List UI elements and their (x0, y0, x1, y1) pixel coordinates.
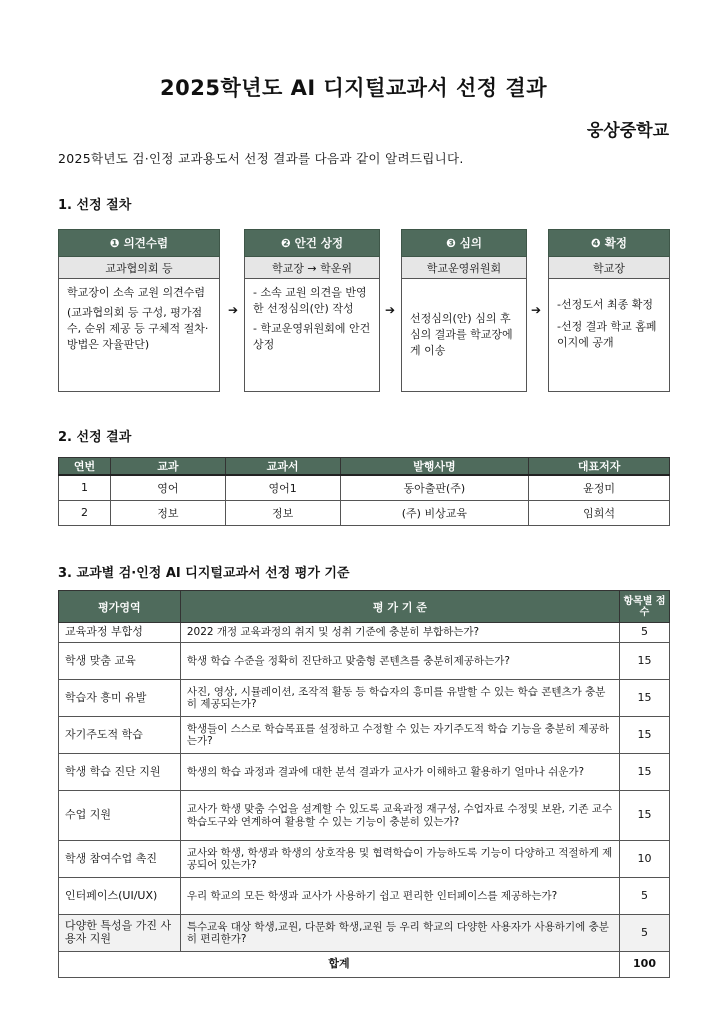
cell-area: 학생 맞춤 교육 (59, 643, 181, 680)
step-3-sub: 학교운영위원회 (401, 257, 527, 279)
cell-publisher: 동아출판(주) (340, 475, 529, 500)
header-publisher: 발행사명 (340, 458, 529, 476)
header-no: 연번 (59, 458, 111, 476)
cell-criteria: 학생의 학습 과정과 결과에 대한 분석 결과가 교사가 이해하고 활용하기 얼마나 쉬운가? (180, 754, 619, 791)
table-row (59, 717, 670, 754)
cell-criteria: 우리 학교의 모든 학생과 교사가 사용하기 쉽고 편리한 인터페이스를 제공하는가? (180, 878, 619, 915)
selection-result-table (58, 457, 670, 526)
total-row (59, 952, 670, 978)
step-4-line-1: -선정도서 최종 확정 (557, 298, 653, 311)
cell-area: 교육과정 부합성 (59, 623, 181, 643)
table-row (59, 475, 670, 500)
header-area: 평가영역 (59, 591, 181, 623)
step-4-head: ❹ 확정 (548, 229, 670, 257)
arrow-icon: ➔ (385, 303, 396, 317)
header-criteria: 평 가 기 준 (180, 591, 619, 623)
cell-score: 15 (620, 791, 670, 841)
step-3-body (401, 279, 527, 392)
cell-author: 윤정미 (529, 475, 670, 500)
step-4-sub: 학교장 (548, 257, 670, 279)
cell-score: 5 (620, 623, 670, 643)
table-header-row (59, 591, 670, 623)
step-4-line-2: -선정 결과 학교 홈페이지에 공개 (557, 319, 657, 349)
cell-score: 10 (620, 841, 670, 878)
table-row (59, 623, 670, 643)
cell-criteria: 교사와 학생, 학생과 학생의 상호작용 및 협력학습이 가능하도록 기능이 다양하고 적절하게 제공되어 있는가? (180, 841, 619, 878)
page-title: 2025학년도 AI 디지털교과서 선정 결과 (160, 76, 547, 100)
cell-subject: 영어 (110, 475, 225, 500)
step-1-line-1: 학교장이 소속 교원 의견수렴 (67, 286, 206, 299)
evaluation-criteria-table (58, 590, 670, 978)
cell-no: 2 (59, 500, 111, 525)
section-1-title: 1. 선정 절차 (58, 198, 132, 213)
step-2-line-1: - 소속 교원 의견을 반영한 선정심의(안) 작성 (253, 286, 367, 315)
cell-criteria: 2022 개정 교육과정의 취지 및 성취 기준에 충분히 부합하는가? (180, 623, 619, 643)
header-subject: 교과 (110, 458, 225, 476)
process-step-4 (548, 229, 670, 392)
process-step-3 (401, 229, 527, 392)
cell-score: 5 (620, 878, 670, 915)
cell-criteria: 특수교육 대상 학생,교원, 다문화 학생,교원 등 우리 학교의 다양한 사용자가 사용하기에 충분히 편리한가? (180, 915, 619, 952)
section-3-title: 3. 교과별 검·인정 AI 디지털교과서 선정 평가 기준 (58, 566, 350, 581)
table-row (59, 791, 670, 841)
header-author: 대표저자 (529, 458, 670, 476)
step-2-head: ❷ 안건 상정 (244, 229, 380, 257)
cell-area: 학습자 흥미 유발 (59, 680, 181, 717)
cell-score: 5 (620, 915, 670, 952)
step-2-sub: 학교장 → 학운위 (244, 257, 380, 279)
section-2-title: 2. 선정 결과 (58, 430, 132, 445)
cell-author: 임희석 (529, 500, 670, 525)
table-row (59, 500, 670, 525)
step-2-line-2: - 학교운영위원회에 안건 상정 (253, 321, 371, 351)
total-label: 합계 (59, 952, 620, 978)
step-4-body (548, 279, 670, 392)
header-textbook: 교과서 (225, 458, 340, 476)
cell-textbook: 정보 (225, 500, 340, 525)
cell-score: 15 (620, 643, 670, 680)
cell-criteria: 학생 학습 수준을 정확히 진단하고 맞춤형 콘텐츠를 충분히제공하는가? (180, 643, 619, 680)
total-value: 100 (620, 952, 670, 978)
table-row (59, 841, 670, 878)
cell-area: 수업 지원 (59, 791, 181, 841)
cell-textbook: 영어1 (225, 475, 340, 500)
cell-area: 학생 참여수업 촉진 (59, 841, 181, 878)
table-row (59, 680, 670, 717)
cell-criteria: 교사가 학생 맞춤 수업을 설계할 수 있도록 교육과정 재구성, 수업자료 수정및 보완, 기존 교수학습도구와 연계하여 활용할 수 있는 기능이 충분히 있는가? (180, 791, 619, 841)
table-row (59, 915, 670, 952)
header-score: 항목별 점수 (620, 591, 670, 623)
table-row (59, 754, 670, 791)
cell-criteria: 학생들이 스스로 학습목표를 설정하고 수정할 수 있는 자기주도적 학습 기능을 충분히 제공하는가? (180, 717, 619, 754)
cell-score: 15 (620, 717, 670, 754)
table-header-row (59, 458, 670, 476)
cell-score: 15 (620, 680, 670, 717)
cell-area: 다양한 특성을 가진 사용자 지원 (59, 915, 181, 952)
intro-text: 2025학년도 검·인정 교과용도서 선정 결과를 다음과 같이 알려드립니다. (58, 151, 464, 166)
cell-area: 자기주도적 학습 (59, 717, 181, 754)
cell-area: 인터페이스(UI/UX) (59, 878, 181, 915)
step-1-sub: 교과협의회 등 (58, 257, 220, 279)
step-1-head: ❶ 의견수렴 (58, 229, 220, 257)
cell-no: 1 (59, 475, 111, 500)
arrow-icon: ➔ (531, 303, 542, 317)
table-row (59, 878, 670, 915)
step-1-line-2: (교과협의회 등 구성, 평가점수, 순위 제공 등 구체적 절차·방법은 자율판단) (67, 305, 209, 351)
cell-criteria: 사진, 영상, 시뮬레이션, 조작적 활동 등 학습자의 흥미를 유발할 수 있는 학습 콘텐츠가 충분히 제공되는가? (180, 680, 619, 717)
cell-publisher: (주) 비상교육 (340, 500, 529, 525)
step-3-line-1: 선정심의(안) 심의 후 심의 결과를 학교장에게 이송 (410, 312, 513, 357)
process-step-2 (244, 229, 380, 392)
cell-subject: 정보 (110, 500, 225, 525)
arrow-icon: ➔ (228, 303, 239, 317)
cell-score: 15 (620, 754, 670, 791)
process-step-1 (58, 229, 220, 392)
table-row (59, 643, 670, 680)
school-name: 웅상중학교 (586, 121, 669, 141)
step-2-body (244, 279, 380, 392)
cell-area: 학생 학습 진단 지원 (59, 754, 181, 791)
step-1-body (58, 279, 220, 392)
step-3-head: ❸ 심의 (401, 229, 527, 257)
